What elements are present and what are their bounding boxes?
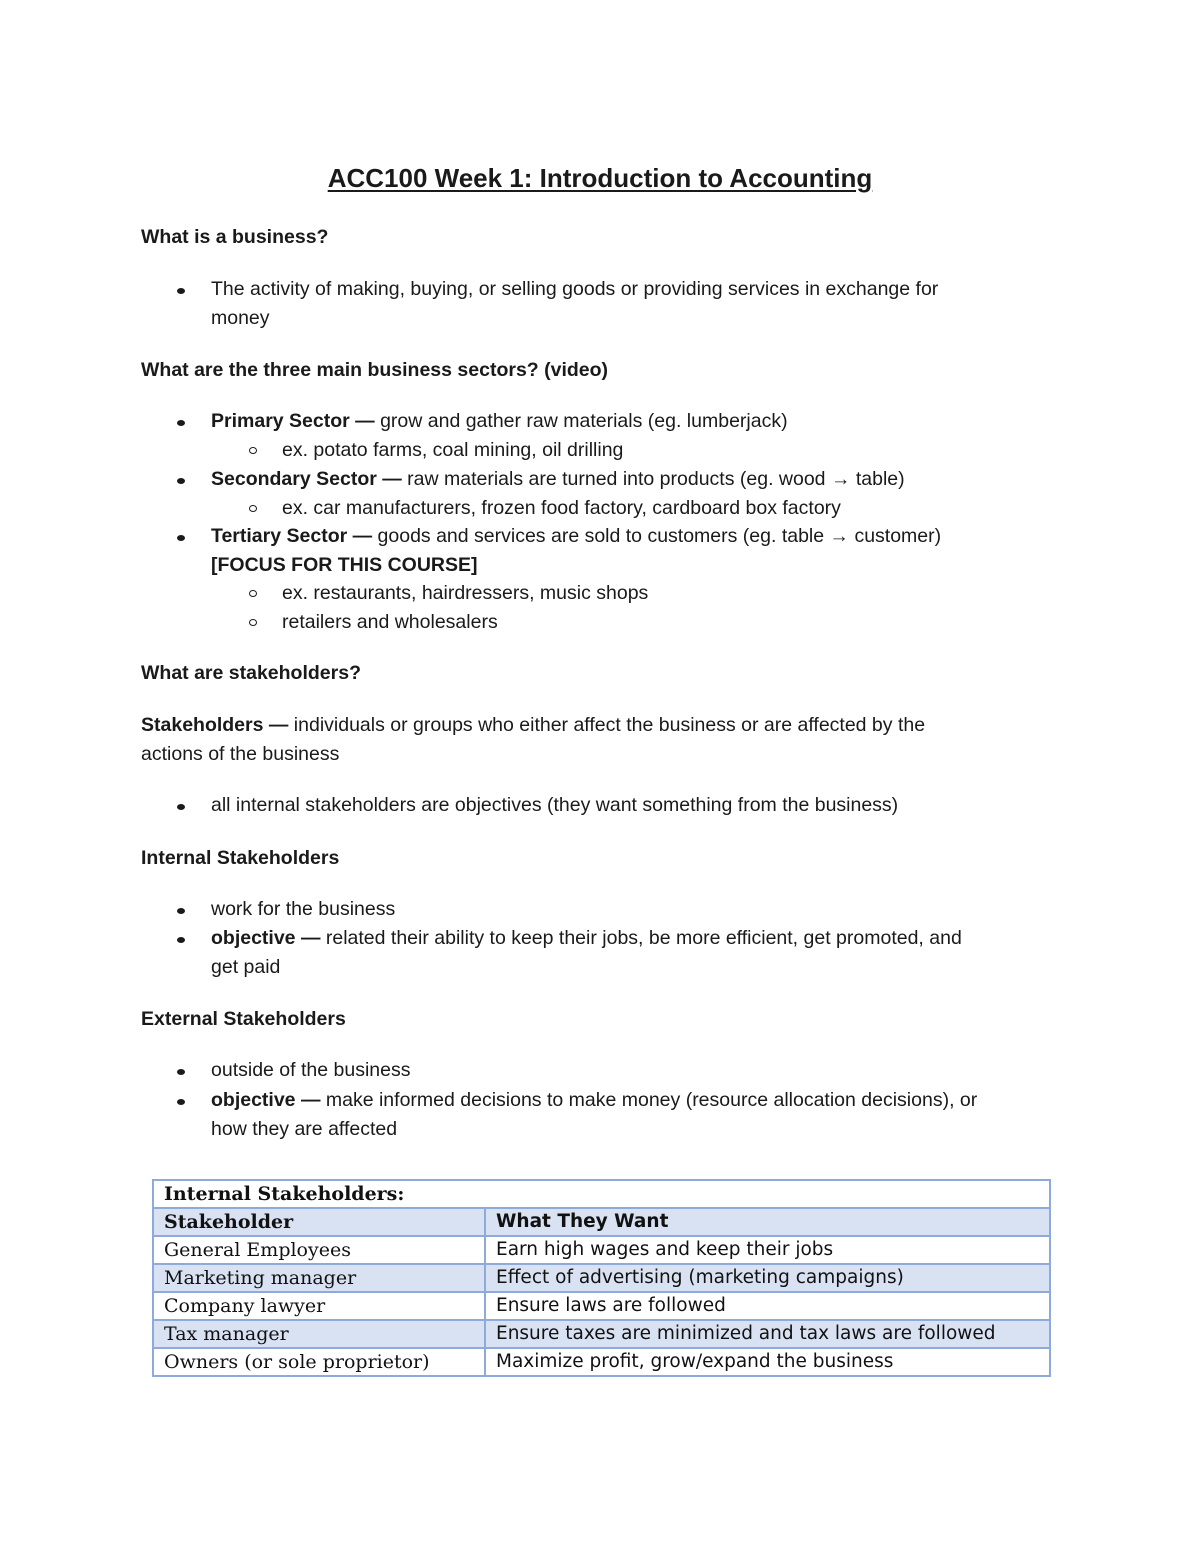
list-item-text: The activity of making, buying, or selling goods or providing services in exchange for xyxy=(211,278,939,300)
table-row xyxy=(153,1236,1050,1264)
term-primary-sector: Primary Sector — xyxy=(211,410,375,432)
bullet-icon xyxy=(177,535,185,541)
table-cell: Ensure taxes are minimized and tax laws are followed xyxy=(485,1320,1050,1348)
page-title: ACC100 Week 1: Introduction to Accounting xyxy=(327,163,873,193)
bullet-icon xyxy=(177,1099,185,1105)
bullet-icon xyxy=(177,1069,185,1075)
focus-note: [FOCUS FOR THIS COURSE] xyxy=(211,554,478,576)
bullet-icon xyxy=(177,804,185,810)
table-cell: Maximize profit, grow/expand the business xyxy=(485,1348,1050,1376)
list-item-text-cont: money xyxy=(211,307,270,329)
section-heading-stakeholders: What are stakeholders? xyxy=(141,662,361,684)
tertiary-sector-text: goods and services are sold to customers (eg. table → customer) xyxy=(372,525,942,547)
term-objective: objective — xyxy=(211,927,321,949)
objective-text: make informed decisions to make money (resource allocation decisions), or xyxy=(320,1089,978,1111)
list-item xyxy=(211,275,1071,333)
table-cell: General Employees xyxy=(153,1236,485,1264)
column-header: Stakeholder xyxy=(153,1208,485,1236)
sub-list-item: ex. restaurants, hairdressers, music shops xyxy=(282,582,649,604)
circle-bullet-icon xyxy=(249,505,257,512)
list-item: all internal stakeholders are objectives (they want something from the business) xyxy=(211,794,899,816)
objective-text-cont: get paid xyxy=(211,956,281,978)
circle-bullet-icon xyxy=(249,590,257,597)
list-item-tertiary-sector xyxy=(211,522,1071,580)
section-heading-sectors: What are the three main business sectors? (video) xyxy=(141,359,609,381)
definition-text-cont: actions of the business xyxy=(141,743,340,765)
column-header: What They Want xyxy=(485,1208,1050,1236)
section-heading-business: What is a business? xyxy=(141,226,329,248)
objective-text: related their ability to keep their jobs, be more efficient, get promoted, and xyxy=(320,927,962,949)
table-row xyxy=(153,1292,1050,1320)
table-caption: Internal Stakeholders: xyxy=(153,1180,1050,1208)
table-cell: Tax manager xyxy=(153,1320,485,1348)
list-item-secondary-sector xyxy=(211,465,1071,494)
table-caption-row xyxy=(153,1180,1050,1208)
bullet-icon xyxy=(177,288,185,294)
table-row xyxy=(153,1264,1050,1292)
list-item-primary-sector xyxy=(211,407,1071,436)
bullet-icon xyxy=(177,420,185,426)
circle-bullet-icon xyxy=(249,447,257,454)
sub-list-item: ex. potato farms, coal mining, oil drilling xyxy=(282,439,624,461)
bullet-icon xyxy=(177,937,185,943)
objective-text-cont: how they are affected xyxy=(211,1118,398,1140)
list-item: outside of the business xyxy=(211,1059,411,1081)
table-cell: Owners (or sole proprietor) xyxy=(153,1348,485,1376)
table-cell: Marketing manager xyxy=(153,1264,485,1292)
section-heading-external: External Stakeholders xyxy=(141,1008,346,1030)
term-objective: objective — xyxy=(211,1089,321,1111)
circle-bullet-icon xyxy=(249,619,257,626)
list-item: work for the business xyxy=(211,898,396,920)
bullet-icon xyxy=(177,908,185,914)
list-item-objective xyxy=(211,1086,1071,1144)
sub-list-item: retailers and wholesalers xyxy=(282,611,498,633)
definition-text: individuals or groups who either affect the business or are affected by the xyxy=(288,714,926,736)
sub-list-item: ex. car manufacturers, frozen food factory, cardboard box factory xyxy=(282,497,841,519)
term-tertiary-sector: Tertiary Sector — xyxy=(211,525,373,547)
stakeholders-definition xyxy=(141,711,1071,769)
list-item-objective xyxy=(211,924,1071,982)
term-stakeholders: Stakeholders — xyxy=(141,714,289,736)
section-heading-internal: Internal Stakeholders xyxy=(141,847,340,869)
term-secondary-sector: Secondary Sector — xyxy=(211,468,402,490)
table-cell: Earn high wages and keep their jobs xyxy=(485,1236,1050,1264)
bullet-icon xyxy=(177,478,185,484)
table-cell: Ensure laws are followed xyxy=(485,1292,1050,1320)
internal-stakeholders-table xyxy=(152,1179,1051,1377)
table-header-row xyxy=(153,1208,1050,1236)
table-row xyxy=(153,1348,1050,1376)
table-cell: Effect of advertising (marketing campaigns) xyxy=(485,1264,1050,1292)
primary-sector-text: grow and gather raw materials (eg. lumberjack) xyxy=(374,410,788,432)
table-row xyxy=(153,1320,1050,1348)
table-cell: Company lawyer xyxy=(153,1292,485,1320)
secondary-sector-text: raw materials are turned into products (eg. wood → table) xyxy=(401,468,905,490)
